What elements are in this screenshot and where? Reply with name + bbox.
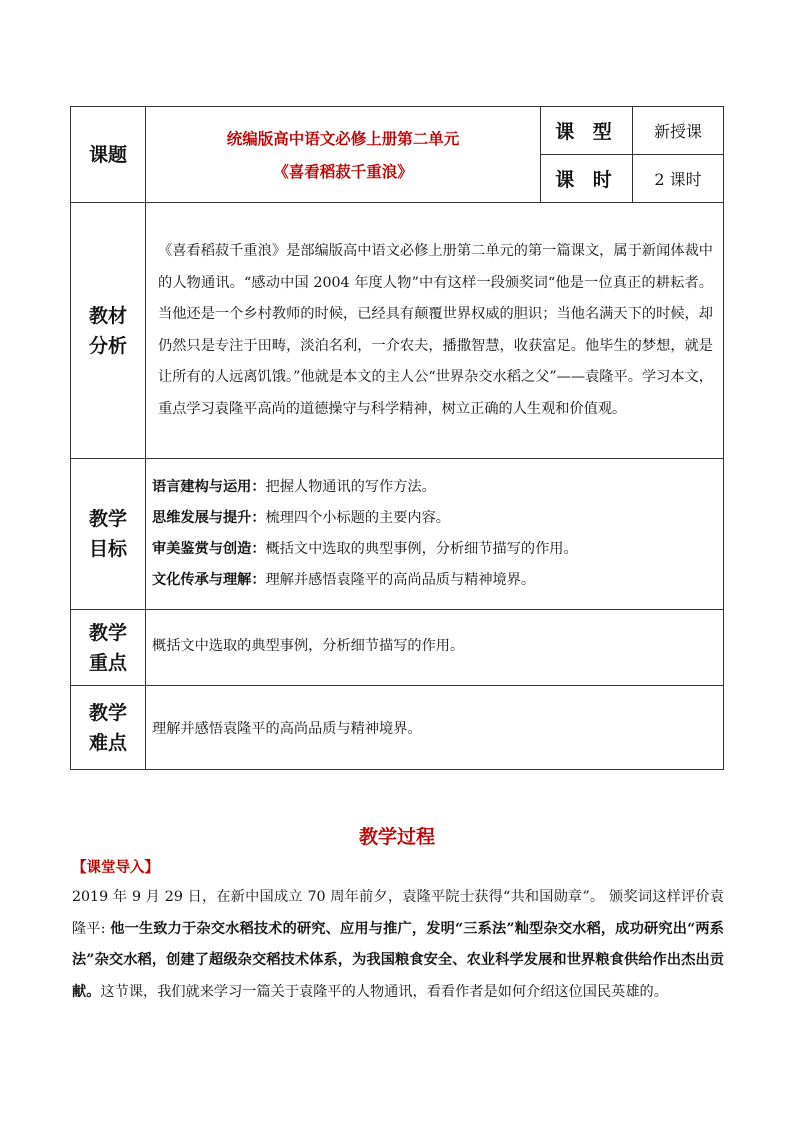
key-point-label: 教学 重点 (71, 610, 146, 686)
goals-cell (146, 459, 724, 610)
lesson-hours-label: 课 时 (541, 155, 633, 203)
key-point-text: 概括文中选取的典型事例，分析细节描写的作用。 (146, 610, 724, 686)
topic-cell (146, 107, 541, 203)
lesson-hours-value: 2 课时 (633, 155, 724, 203)
goal-item: 文化传承与理解：理解并感悟袁隆平的高尚品质与精神境界。 (152, 572, 536, 588)
goal-item: 语言建构与运用：把握人物通讯的写作方法。 (152, 479, 436, 495)
goals-label: 教学 目标 (71, 459, 146, 610)
analysis-label: 教材 分析 (71, 203, 146, 459)
topic-line-1: 统编版高中语文必修上册第二单元 (226, 128, 460, 148)
difficulty-label: 教学 难点 (71, 686, 146, 770)
process-title: 教学过程 (358, 826, 435, 848)
intro-heading: 【课堂导入】 (72, 859, 159, 876)
goal-item: 思维发展与提升：梳理四个小标题的主要内容。 (152, 510, 450, 526)
analysis-text: 《喜看稻菽千重浪》是部编版高中语文必修上册第二单元的第一篇课文，属于新闻体裁中的人物通讯。“感动中国 2004 年度人物”中有这样一段颁奖词“他是一位真正的耕耘者。当他还是一个乡村教师的时候，已经具有颠覆世界权威的胆识；当他名满天下的时候，却仍然只是专注于田畴，淡泊名利，一介农夫，播撒智慧，收获富足。他毕生的梦想，就是让所有的人远离饥饿。”他就是本文的主人公“世界杂交水稻之父”——袁隆平。学习本文，重点学习袁隆平高尚的道德操守与科学精神，树立正确的人生观和价值观。 (146, 203, 724, 459)
lesson-type-value: 新授课 (633, 107, 724, 155)
topic-line-2: 《喜看稻菽千重浪》 (273, 161, 413, 181)
topic-label: 课题 (71, 107, 146, 203)
lesson-type-label: 课 型 (541, 107, 633, 155)
intro-paragraph: 2019 年 9 月 29 日，在新中国成立 70 周年前夕，袁隆平院士获得“共和国勋章”。 颁奖词这样评价袁隆平: 他一生致力于杂交水稻技术的研究、应用与推广，发明“三系法”籼型杂交水稻，成功研究出“两系法”杂交水稻，创建了超级杂交稻技术体系，为我国粮食安全、农业科学发展和世界粮食供给作出杰出贡献。这节课，我们就来学习一篇关于袁隆平的人物通讯，看看作者是如何介绍这位国民英雄的。 (72, 889, 724, 1000)
lesson-plan-table (70, 106, 724, 770)
goal-item: 审美鉴赏与创造：概括文中选取的典型事例，分析细节描写的作用。 (152, 541, 578, 557)
difficulty-text: 理解并感悟袁隆平的高尚品质与精神境界。 (146, 686, 724, 770)
